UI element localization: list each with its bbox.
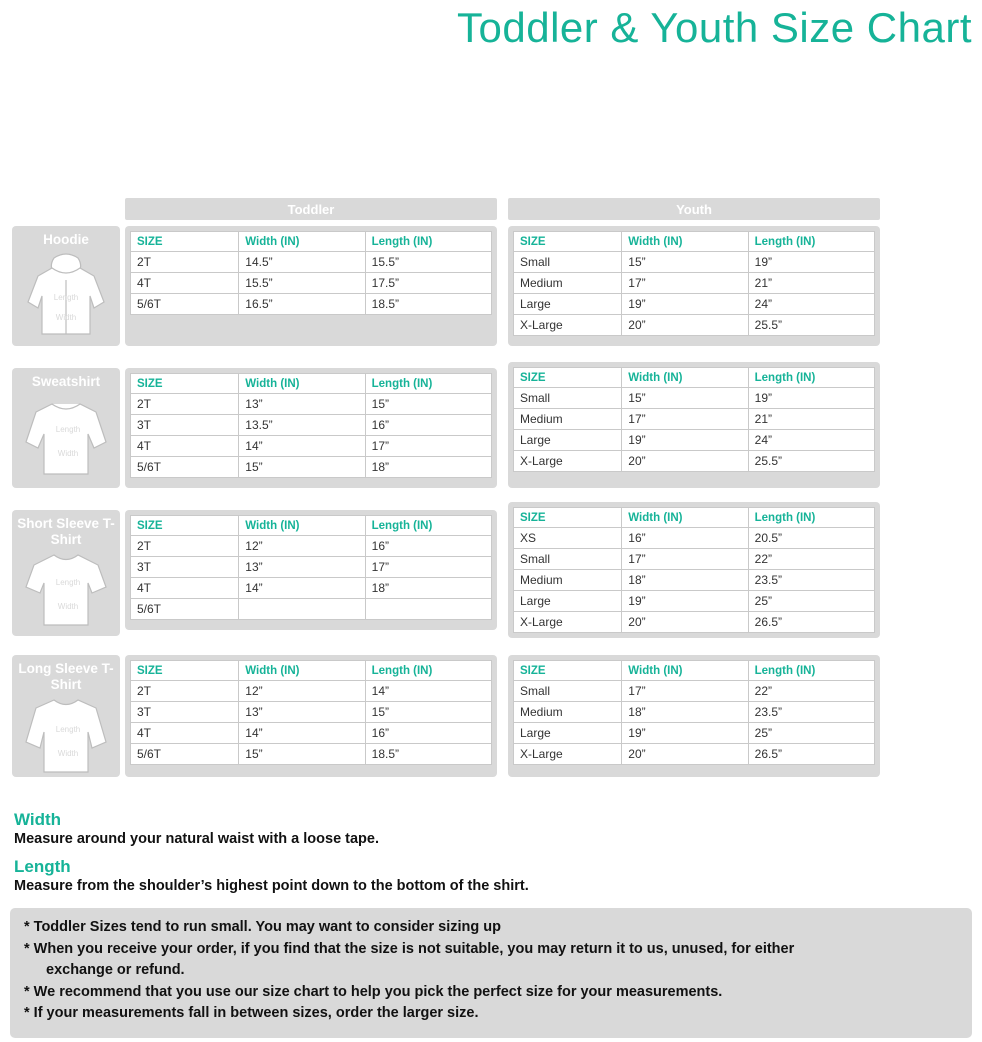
- cell-length: 19”: [748, 388, 874, 409]
- cell-size: 5/6T: [131, 744, 239, 765]
- table-panel-short-sleeve-youth: [508, 502, 880, 638]
- table-long-sleeve-youth: [513, 660, 875, 765]
- table-row: [514, 570, 875, 591]
- cell-size: 2T: [131, 536, 239, 557]
- product-hoodie: [12, 226, 120, 346]
- cell-length: 16”: [365, 415, 491, 436]
- cell-width: 14”: [239, 578, 365, 599]
- table-row: [514, 315, 875, 336]
- table-panel-long-sleeve-youth: [508, 655, 880, 777]
- cell-width: 14”: [239, 436, 365, 457]
- note-item-continuation: exchange or refund.: [46, 962, 185, 979]
- cell-width: 15”: [622, 388, 748, 409]
- cell-width: 15.5”: [239, 273, 365, 294]
- table-row: [131, 557, 492, 578]
- cell-size: 3T: [131, 557, 239, 578]
- th-length: Length (IN): [748, 508, 874, 528]
- table-hoodie-toddler: [130, 231, 492, 315]
- page-title: Toddler & Youth Size Chart: [457, 4, 972, 51]
- table-sweatshirt-toddler: [130, 373, 492, 478]
- hoodie-icon: [18, 250, 114, 342]
- table-row: [131, 394, 492, 415]
- figure-label-width: Width: [57, 749, 79, 759]
- figure-label-length: Length: [55, 725, 81, 735]
- table-row: [514, 430, 875, 451]
- cell-length: 23.5”: [748, 702, 874, 723]
- cell-size: Medium: [514, 702, 622, 723]
- cell-size: Small: [514, 252, 622, 273]
- th-length: Length (IN): [365, 232, 491, 252]
- product-label-short-sleeve: Short Sleeve T-Shirt: [17, 516, 115, 547]
- cell-width: 19”: [622, 430, 748, 451]
- cell-width: 16.5”: [239, 294, 365, 315]
- cell-width: 13”: [239, 557, 365, 578]
- measure-width-heading: Width: [14, 810, 62, 829]
- cell-size: X-Large: [514, 612, 622, 633]
- cell-width: 15”: [622, 252, 748, 273]
- footer-notes: [10, 908, 972, 1038]
- th-width: Width (IN): [239, 661, 365, 681]
- column-header-youth: Youth: [508, 198, 880, 220]
- cell-size: X-Large: [514, 315, 622, 336]
- cell-size: Medium: [514, 570, 622, 591]
- th-size: SIZE: [131, 661, 239, 681]
- short-sleeve-tshirt-icon: [18, 549, 114, 633]
- table-long-sleeve-toddler: [130, 660, 492, 765]
- table-row: [514, 273, 875, 294]
- cell-size: Large: [514, 591, 622, 612]
- cell-size: Small: [514, 549, 622, 570]
- th-width: Width (IN): [622, 661, 748, 681]
- cell-length: 19”: [748, 252, 874, 273]
- table-header-row: [514, 368, 875, 388]
- table-row: [514, 723, 875, 744]
- cell-length: 18.5”: [365, 294, 491, 315]
- cell-size: 3T: [131, 702, 239, 723]
- cell-size: Small: [514, 388, 622, 409]
- product-sweatshirt: [12, 368, 120, 488]
- cell-width: 17”: [622, 409, 748, 430]
- table-short-sleeve-youth: [513, 507, 875, 633]
- cell-length: 15”: [365, 394, 491, 415]
- cell-width: 15”: [239, 457, 365, 478]
- product-short-sleeve-tshirt: [12, 510, 120, 636]
- table-row: [131, 599, 492, 620]
- cell-size: 5/6T: [131, 457, 239, 478]
- table-panel-sweatshirt-toddler: [125, 368, 497, 488]
- th-width: Width (IN): [239, 374, 365, 394]
- cell-length: 24”: [748, 430, 874, 451]
- cell-length: 25”: [748, 591, 874, 612]
- table-hoodie-youth: [513, 231, 875, 336]
- th-width: Width (IN): [239, 516, 365, 536]
- figure-label-width: Width: [55, 312, 77, 322]
- table-row: [131, 723, 492, 744]
- cell-width: 20”: [622, 612, 748, 633]
- table-row: [514, 528, 875, 549]
- table-row: [131, 536, 492, 557]
- cell-width: 20”: [622, 744, 748, 765]
- cell-length: [365, 599, 491, 620]
- table-sweatshirt-youth: [513, 367, 875, 472]
- table-row: [131, 744, 492, 765]
- cell-size: Large: [514, 430, 622, 451]
- cell-length: 22”: [748, 549, 874, 570]
- cell-length: 25.5”: [748, 451, 874, 472]
- measure-width-text: Measure around your natural waist with a loose tape.: [14, 831, 379, 847]
- cell-width: 17”: [622, 273, 748, 294]
- table-panel-hoodie-toddler: [125, 226, 497, 346]
- th-length: Length (IN): [365, 374, 491, 394]
- th-width: Width (IN): [239, 232, 365, 252]
- cell-size: XS: [514, 528, 622, 549]
- cell-size: 5/6T: [131, 599, 239, 620]
- cell-width: 18”: [622, 570, 748, 591]
- th-size: SIZE: [131, 516, 239, 536]
- cell-width: 18”: [622, 702, 748, 723]
- figure-label-width: Width: [57, 448, 79, 458]
- cell-size: Small: [514, 681, 622, 702]
- cell-size: X-Large: [514, 744, 622, 765]
- table-header-row: [514, 232, 875, 252]
- cell-size: Large: [514, 294, 622, 315]
- cell-width: 17”: [622, 681, 748, 702]
- cell-width: 14.5”: [239, 252, 365, 273]
- cell-width: 20”: [622, 451, 748, 472]
- cell-size: 4T: [131, 436, 239, 457]
- note-item: * We recommend that you use our size chart to help you pick the perfect size for your measurements.: [24, 983, 723, 1000]
- cell-size: Medium: [514, 273, 622, 294]
- cell-length: 17.5”: [365, 273, 491, 294]
- table-row: [514, 612, 875, 633]
- table-row: [131, 436, 492, 457]
- table-row: [131, 273, 492, 294]
- cell-length: 18”: [365, 578, 491, 599]
- table-row: [514, 409, 875, 430]
- table-row: [514, 702, 875, 723]
- sweatshirt-icon: [18, 392, 114, 484]
- th-size: SIZE: [131, 232, 239, 252]
- th-width: Width (IN): [622, 368, 748, 388]
- table-panel-long-sleeve-toddler: [125, 655, 497, 777]
- measure-instructions: [14, 810, 529, 904]
- cell-size: 4T: [131, 723, 239, 744]
- cell-size: Medium: [514, 409, 622, 430]
- note-item: * If your measurements fall in between sizes, order the larger size.: [24, 1005, 479, 1022]
- figure-label-length: Length: [55, 578, 81, 588]
- table-row: [131, 681, 492, 702]
- cell-length: 23.5”: [748, 570, 874, 591]
- table-header-row: [514, 508, 875, 528]
- cell-length: 20.5”: [748, 528, 874, 549]
- figure-label-length: Length: [53, 292, 79, 302]
- cell-width: 13”: [239, 702, 365, 723]
- th-size: SIZE: [514, 232, 622, 252]
- cell-length: 15”: [365, 702, 491, 723]
- th-length: Length (IN): [748, 232, 874, 252]
- product-long-sleeve-tshirt: [12, 655, 120, 777]
- th-width: Width (IN): [622, 232, 748, 252]
- table-row: [131, 457, 492, 478]
- cell-size: Large: [514, 723, 622, 744]
- cell-size: 4T: [131, 578, 239, 599]
- note-item: * Toddler Sizes tend to run small. You may want to consider sizing up: [24, 919, 501, 935]
- cell-length: 25.5”: [748, 315, 874, 336]
- th-length: Length (IN): [748, 661, 874, 681]
- product-label-long-sleeve: Long Sleeve T-Shirt: [18, 661, 114, 692]
- table-row: [514, 252, 875, 273]
- cell-width: 19”: [622, 591, 748, 612]
- cell-width: 14”: [239, 723, 365, 744]
- cell-size: X-Large: [514, 451, 622, 472]
- cell-width: 12”: [239, 681, 365, 702]
- table-short-sleeve-toddler: [130, 515, 492, 620]
- cell-length: 24”: [748, 294, 874, 315]
- cell-width: 19”: [622, 723, 748, 744]
- cell-length: 18”: [365, 457, 491, 478]
- cell-size: 5/6T: [131, 294, 239, 315]
- cell-length: 16”: [365, 723, 491, 744]
- table-header-row: [131, 232, 492, 252]
- cell-width: 13”: [239, 394, 365, 415]
- cell-length: 21”: [748, 409, 874, 430]
- th-length: Length (IN): [365, 516, 491, 536]
- table-row: [131, 578, 492, 599]
- cell-width: 13.5”: [239, 415, 365, 436]
- table-row: [131, 252, 492, 273]
- table-panel-short-sleeve-toddler: [125, 510, 497, 630]
- figure-label-length: Length: [55, 424, 81, 434]
- cell-width: 20”: [622, 315, 748, 336]
- table-row: [514, 549, 875, 570]
- figure-label-width: Width: [57, 602, 79, 612]
- table-header-row: [131, 516, 492, 536]
- cell-length: 16”: [365, 536, 491, 557]
- cell-length: 25”: [748, 723, 874, 744]
- th-size: SIZE: [514, 368, 622, 388]
- cell-size: 4T: [131, 273, 239, 294]
- table-header-row: [131, 374, 492, 394]
- cell-length: 17”: [365, 436, 491, 457]
- cell-width: 16”: [622, 528, 748, 549]
- table-row: [131, 702, 492, 723]
- cell-size: 2T: [131, 681, 239, 702]
- cell-length: 14”: [365, 681, 491, 702]
- column-header-toddler: Toddler: [125, 198, 497, 220]
- th-length: Length (IN): [748, 368, 874, 388]
- cell-length: 18.5”: [365, 744, 491, 765]
- table-row: [131, 415, 492, 436]
- table-header-row: [514, 661, 875, 681]
- th-size: SIZE: [131, 374, 239, 394]
- cell-length: 22”: [748, 681, 874, 702]
- table-panel-sweatshirt-youth: [508, 362, 880, 488]
- product-label-sweatshirt: Sweatshirt: [31, 374, 101, 389]
- table-row: [514, 294, 875, 315]
- cell-length: 26.5”: [748, 744, 874, 765]
- table-row: [514, 681, 875, 702]
- note-item: * When you receive your order, if you find that the size is not suitable, you may return it to us, unused, for either: [24, 940, 795, 957]
- table-row: [514, 744, 875, 765]
- th-size: SIZE: [514, 508, 622, 528]
- cell-width: 19”: [622, 294, 748, 315]
- cell-width: 12”: [239, 536, 365, 557]
- cell-width: 17”: [622, 549, 748, 570]
- table-row: [514, 591, 875, 612]
- table-row: [514, 451, 875, 472]
- cell-size: 3T: [131, 415, 239, 436]
- product-label-hoodie: Hoodie: [43, 232, 89, 247]
- cell-length: 17”: [365, 557, 491, 578]
- cell-size: 2T: [131, 252, 239, 273]
- cell-width: [239, 599, 365, 620]
- measure-length-text: Measure from the shoulder’s highest point down to the bottom of the shirt.: [14, 878, 529, 894]
- cell-width: 15”: [239, 744, 365, 765]
- th-width: Width (IN): [622, 508, 748, 528]
- table-row: [514, 388, 875, 409]
- cell-length: 26.5”: [748, 612, 874, 633]
- th-size: SIZE: [514, 661, 622, 681]
- table-header-row: [131, 661, 492, 681]
- cell-size: 2T: [131, 394, 239, 415]
- measure-length-heading: Length: [14, 857, 71, 876]
- long-sleeve-tshirt-icon: [18, 694, 114, 780]
- th-length: Length (IN): [365, 661, 491, 681]
- cell-length: 21”: [748, 273, 874, 294]
- table-panel-hoodie-youth: [508, 226, 880, 346]
- table-row: [131, 294, 492, 315]
- cell-length: 15.5”: [365, 252, 491, 273]
